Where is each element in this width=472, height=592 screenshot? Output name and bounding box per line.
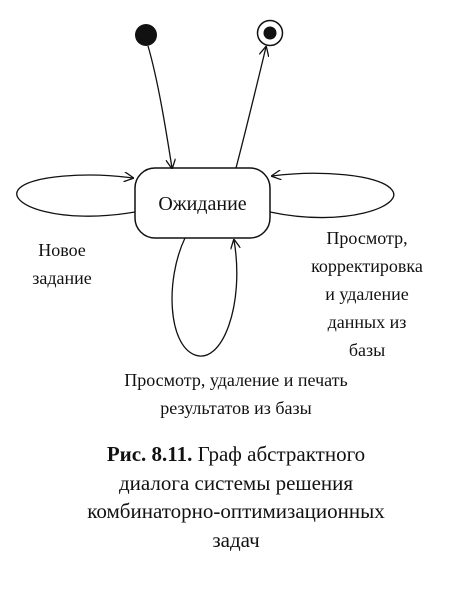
label-line: Просмотр, удаление и печать	[124, 370, 348, 390]
label-line: данных из	[327, 312, 407, 332]
caption-line: диалога системы решения	[118, 470, 354, 495]
initial-state-node	[135, 24, 157, 46]
caption-line	[0, 440, 472, 469]
label-line: и удаление	[325, 284, 409, 304]
self-loop-edit-data	[270, 173, 394, 217]
label-line: базы	[348, 340, 386, 360]
caption-text: Граф абстрактного	[197, 442, 366, 466]
figure-number: Рис. 8.11.	[106, 442, 193, 466]
label-new-task	[2, 236, 122, 292]
caption-line: комбинаторно-оптимизационных	[87, 499, 385, 523]
label-line: Новое	[38, 240, 86, 260]
self-loop-print-results	[172, 238, 237, 356]
self-loop-new-task	[17, 175, 135, 216]
final-transition-arrow	[236, 47, 266, 168]
label-print-results	[0, 366, 472, 422]
caption-line: задач	[212, 527, 260, 552]
label-line: результатов из базы	[160, 398, 312, 418]
label-line: корректировка	[311, 256, 423, 276]
label-line: Просмотр,	[326, 228, 408, 248]
label-edit-data	[272, 224, 462, 364]
label-line: задание	[32, 268, 92, 288]
state-label: Ожидание	[158, 193, 247, 215]
initial-transition-arrow	[148, 46, 172, 168]
figure-caption	[0, 440, 472, 554]
final-state-node	[258, 21, 283, 46]
